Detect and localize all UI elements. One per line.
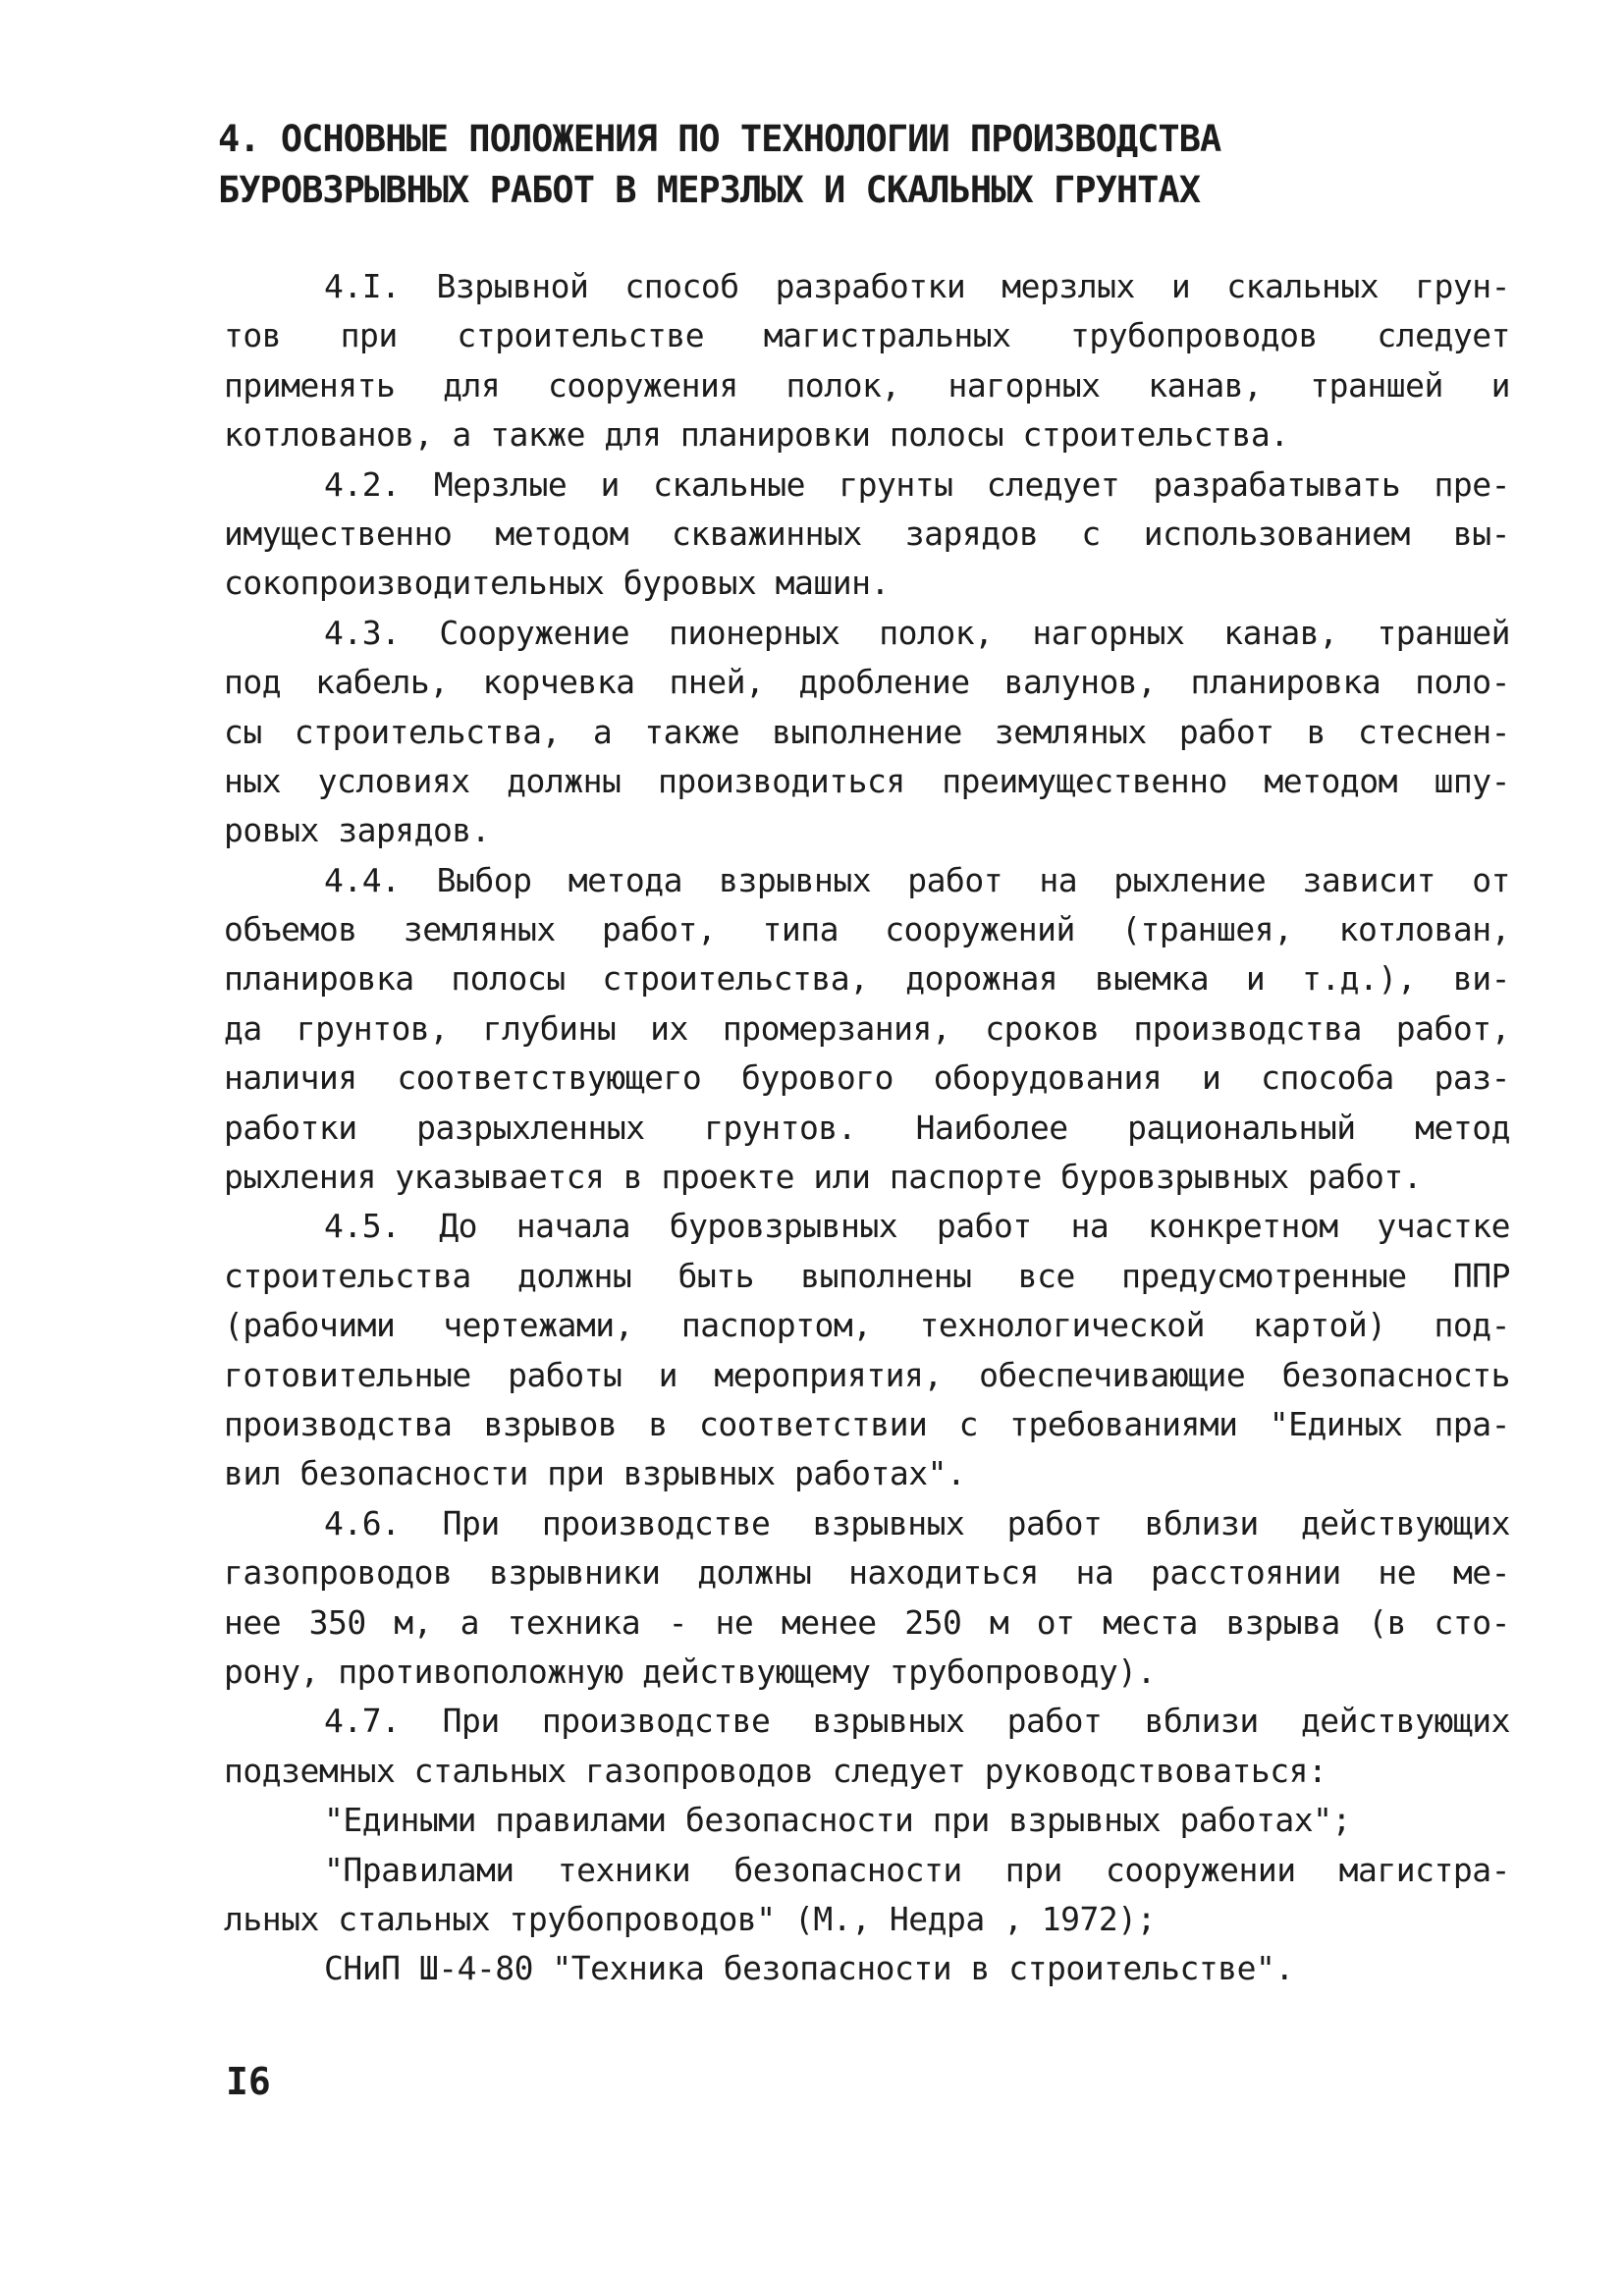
page-number: I6 xyxy=(226,2060,271,2103)
paragraph xyxy=(224,460,1510,609)
paragraph-line: ровых зарядов. xyxy=(224,811,491,850)
paragraph-line: 4.4. Выбор метода взрывных работ на рыхление зависит от xyxy=(324,860,1510,899)
paragraph-line: СНиП Ш-4-80 "Техника безопасности в строительстве". xyxy=(324,1949,1294,1988)
paragraph-line: нее 350 м, а техника - не менее 250 м от места взрыва (в сто- xyxy=(224,1602,1510,1642)
paragraph-line: вил безопасности при взрывных работах". xyxy=(224,1454,966,1493)
body-text xyxy=(224,262,1510,1994)
paragraph-line: работки разрыхленных грунтов. Наиболее рациональный метод xyxy=(224,1108,1510,1147)
paragraph-line: (рабочими чертежами, паспортом, технологической картой) под- xyxy=(224,1306,1510,1345)
paragraph xyxy=(224,1796,1510,1845)
paragraph-line: применять для сооружения полок, нагорных канав, траншей и xyxy=(224,365,1510,405)
paragraph-line: да грунтов, глубины их промерзания, сроков производства работ, xyxy=(224,1008,1510,1048)
paragraph xyxy=(224,609,1510,856)
paragraph-line: объемов земляных работ, типа сооружений (траншея, котлован, xyxy=(224,910,1510,949)
paragraph-line: рону, противоположную действующему трубопроводу). xyxy=(224,1651,1157,1691)
paragraph-line: 4.5. До начала буровзрывных работ на конкретном участке xyxy=(324,1207,1510,1246)
paragraph-line: 4.7. При производстве взрывных работ вблизи действующих xyxy=(324,1702,1510,1741)
section-heading xyxy=(218,114,1494,216)
paragraph-line: газопроводов взрывники должны находиться на расстоянии не ме- xyxy=(224,1553,1510,1593)
paragraph-line: строительства должны быть выполнены все предусмотренные ППР xyxy=(224,1256,1510,1295)
heading-line-1: 4. ОСНОВНЫЕ ПОЛОЖЕНИЯ ПО ТЕХНОЛОГИИ ПРОИЗВОДСТВА xyxy=(218,118,1221,160)
paragraph-line: имущественно методом скважинных зарядов с использованием вы- xyxy=(224,514,1510,553)
paragraph-line: ных условиях должны производиться преимущественно методом шпу- xyxy=(224,761,1510,800)
paragraph-line: планировка полосы строительства, дорожная выемка и т.д.), ви- xyxy=(224,959,1510,999)
paragraph xyxy=(224,1846,1510,1945)
paragraph-line: льных стальных трубопроводов" (М., Недра , 1972); xyxy=(224,1899,1157,1938)
paragraph-line: 4.2. Мерзлые и скальные грунты следует разрабатывать пре- xyxy=(324,464,1510,504)
paragraph-line: производства взрывов в соответствии с требованиями "Единых пра- xyxy=(224,1404,1510,1443)
paragraph-line: "Едиными правилами безопасности при взрывных работах"; xyxy=(324,1801,1351,1840)
paragraph-line: готовительные работы и мероприятия, обеспечивающие безопасность xyxy=(224,1355,1510,1394)
paragraph-line: подземных стальных газопроводов следует руководствоваться: xyxy=(224,1751,1327,1790)
paragraph-line: рыхления указывается в проекте или паспорте буровзрывных работ. xyxy=(224,1158,1423,1197)
paragraph xyxy=(224,1944,1510,1993)
paragraph-line: сы строительства, а также выполнение земляных работ в стеснен- xyxy=(224,712,1510,751)
paragraph xyxy=(224,1697,1510,1796)
paragraph xyxy=(224,856,1510,1203)
paragraph-line: 4.I. Взрывной способ разработки мерзлых и скальных грун- xyxy=(324,267,1510,305)
paragraph-line: котлованов, а также для планировки полосы строительства. xyxy=(224,415,1289,455)
paragraph xyxy=(224,262,1510,460)
paragraph-line: 4.6. При производстве взрывных работ вблизи действующих xyxy=(324,1503,1510,1542)
paragraph-line: под кабель, корчевка пней, дробление валунов, планировка поло- xyxy=(224,663,1510,702)
heading-line-2: БУРОВЗРЫВНЫХ РАБОТ В МЕРЗЛЫХ И СКАЛЬНЫХ ГРУНТАХ xyxy=(218,169,1200,211)
paragraph-line: наличия соответствующего бурового оборудования и способа раз- xyxy=(224,1058,1510,1098)
paragraph-line: тов при строительстве магистральных трубопроводов следует xyxy=(224,316,1510,355)
paragraph-line: 4.3. Сооружение пионерных полок, нагорных канав, траншей xyxy=(324,613,1510,652)
paragraph xyxy=(224,1202,1510,1498)
paragraph-line: "Правилами техники безопасности при сооружении магистра- xyxy=(324,1850,1510,1889)
paragraph-line: сокопроизводительных буровых машин. xyxy=(224,564,890,603)
paragraph xyxy=(224,1499,1510,1698)
